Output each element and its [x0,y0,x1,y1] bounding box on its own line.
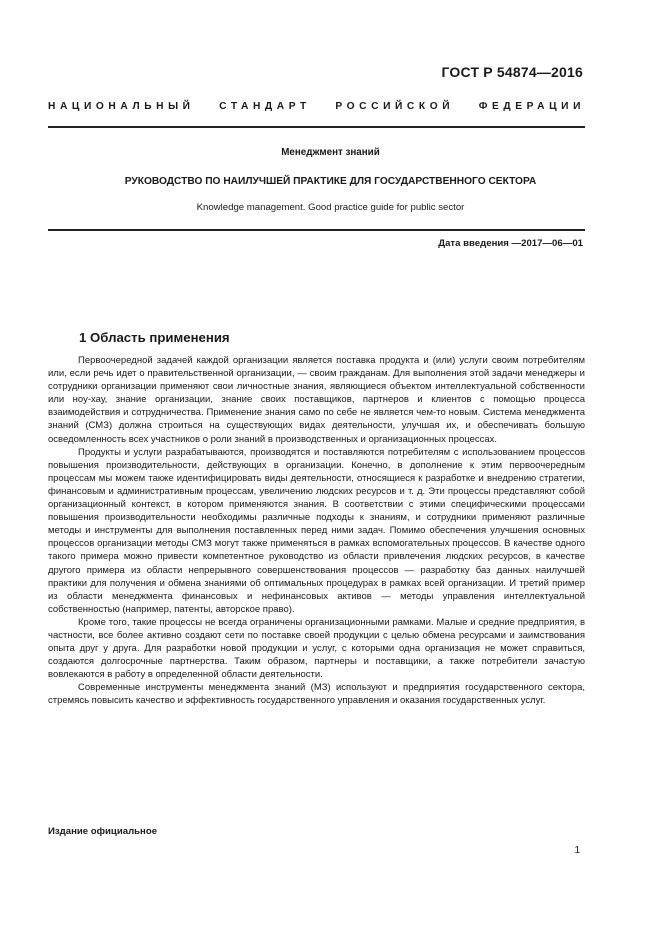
paragraph: Кроме того, такие процессы не всегда ограничены организационными рамками. Малые и средние предприятия, в частности, все более активно создают сети по поставке своей продукции с целью обмена ресурсами и заимствования опыта друг у друга. Для разработки новой продукции и услуг, с которыми одна организация не может справиться, создаются долгосрочные партнерства. Таким образом, партнеры и поставщики, а также потребители зачастую вовлекаются в работу в определенной области деятельности. [48,616,585,681]
document-title-russian: РУКОВОДСТВО ПО НАИЛУЧШЕЙ ПРАКТИКЕ ДЛЯ ГОСУДАРСТВЕННОГО СЕКТОРА [124,176,537,187]
section-body [48,354,585,708]
paragraph: Продукты и услуги разрабатываются, производятся и поставляются потребителям с использованием процессов повышения производительности, действующих в организации. Конечно, в дополнение к этим первоочередным процессам мы можем также идентифицировать виды деятельности, относящиеся к разработке и внедрению стратегии, финансовым и административным процессам, увеличению людских ресурсов и т. д. Эти процессы представляют собой организационный контекст, в котором применяются знания. В соответствии с этими специфическими процессами повышения производительности необходимы различные подходы к знаниям, и сотрудники применяют различные методы и инструменты для выполнения поставленных перед ними задач. Помимо обеспечения улучшения основных процессов организации методы СМЗ могут также применяться в рамках вспомогательных процессов. В качестве одного такого примера можно привести компетентное руководство из области привлечения людских ресурсов, в качестве другого примера из области непрерывного совершенствования процессов — разработку баз данных наилучшей практики для получения и обмена знаниями об оптимальных процедурах в рамках всей организации. И третий пример из области менеджмента финансовых и нефинансовых активов — методы управления интеллектуальной собственностью (например, патенты, авторское право). [48,446,585,615]
paragraph: Современные инструменты менеджмента знаний (МЗ) используют и предприятия государственного сектора, стремясь повысить качество и эффективность государственного управления и оказания государственных услуг. [48,682,585,707]
subject-heading: Менеджмент знаний [281,147,380,158]
title-divider [48,229,585,231]
document-title-english: Knowledge management. Good practice guide for public sector [196,202,465,213]
standard-banner: НАЦИОНАЛЬНЫЙ СТАНДАРТ РОССИЙСКОЙ ФЕДЕРАЦИИ [48,101,585,112]
section-heading: 1 Область применения [79,330,230,345]
document-number: ГОСТ Р 54874—2016 [441,64,583,80]
page-number: 1 [574,845,580,856]
top-divider [48,126,585,128]
introduction-date: Дата введения —2017—06—01 [438,238,583,249]
paragraph: Первоочередной задачей каждой организации является поставка продукта и (или) услуги своим потребителям или, если речь идет о правительственной организации, — своим гражданам. Для выполнения этой задачи менеджеры и сотрудники организации применяют свои личностные знания, являющиеся объектом интеллектуальной собственности или ноу-хау, знание организации, знание своих поставщиков, партнеров и клиентов с помощью процесса взаимодействия и сотрудничества. Применение знания само по себе не является чем-то новым. Система менеджмента знаний (СМЗ) должна строиться на существующих видах деятельности, улучшая их, и обеспечивать большую осведомленность всех участников о роли знаний в производственных и организационных процессах. [48,355,585,445]
official-edition-label: Издание официальное [48,826,158,837]
